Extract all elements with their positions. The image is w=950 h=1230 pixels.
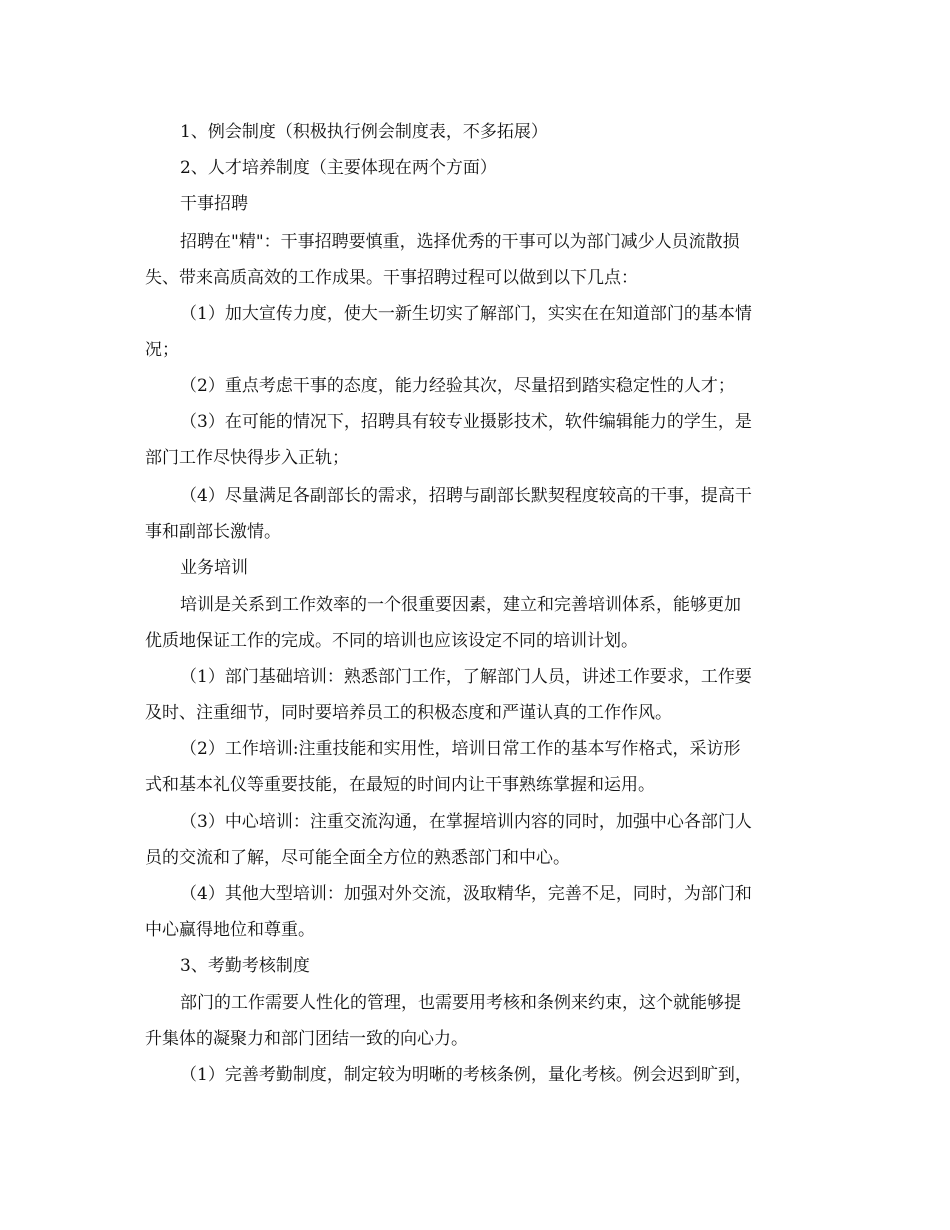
paragraph-line: （2）重点考虑干事的态度，能力经验其次，尽量招到踏实稳定性的人才； [180, 376, 735, 396]
paragraph-line: （3）在可能的情况下，招聘具有较专业摄影技术，软件编辑能力的学生，是 [180, 412, 752, 432]
paragraph-line: 培训是关系到工作效率的一个很重要因素，建立和完善培训体系，能够更加 [180, 595, 741, 615]
paragraph-line: 招聘在"精"：干事招聘要慎重，选择优秀的干事可以为部门减少人员流散损 [180, 232, 740, 252]
paragraph-line: （3）中心培训：注重交流沟通，在掌握培训内容的同时，加强中心各部门人 [180, 812, 752, 832]
paragraph-line: （4）其他大型培训：加强对外交流，汲取精华，完善不足，同时，为部门和 [180, 884, 752, 904]
paragraph-line: 事和副部长激情。 [145, 522, 281, 542]
paragraph-line: （1）完善考勤制度，制定较为明晰的考核条例，量化考核。例会迟到旷到， [180, 1065, 752, 1085]
paragraph-line: （1）加大宣传力度，使大一新生切实了解部门，实实在在知道部门的基本情 [180, 304, 752, 324]
paragraph-line: 部门工作尽快得步入正轨； [145, 448, 349, 468]
paragraph-line: 况； [145, 340, 179, 360]
paragraph-line: 及时、注重细节，同时要培养员工的积极态度和严谨认真的工作作风。 [145, 703, 672, 723]
paragraph-line: 优质地保证工作的完成。不同的培训也应该设定不同的培训计划。 [145, 631, 638, 651]
section-heading: 2、人才培养制度（主要体现在两个方面） [180, 158, 497, 178]
section-heading: 3、考勤考核制度 [180, 956, 310, 976]
paragraph-line: 失、带来高质高效的工作成果。干事招聘过程可以做到以下几点： [145, 268, 638, 288]
paragraph-line: 式和基本礼仪等重要技能，在最短的时间内让干事熟练掌握和运用。 [145, 775, 655, 795]
paragraph-line: 中心赢得地位和尊重。 [145, 920, 315, 940]
subsection-heading: 干事招聘 [180, 194, 248, 214]
paragraph-line: （2）工作培训:注重技能和实用性，培训日常工作的基本写作格式，采访形 [180, 739, 741, 759]
paragraph-line: （4）尽量满足各副部长的需求，招聘与副部长默契程度较高的干事，提高干 [180, 486, 752, 506]
paragraph-line: （1）部门基础培训：熟悉部门工作，了解部门人员，讲述工作要求，工作要 [180, 667, 752, 687]
section-heading: 1、例会制度（积极执行例会制度表，不多拓展） [180, 122, 548, 142]
paragraph-line: 升集体的凝聚力和部门团结一致的向心力。 [145, 1029, 468, 1049]
paragraph-line: 部门的工作需要人性化的管理，也需要用考核和条例来约束，这个就能够提 [180, 993, 741, 1013]
subsection-heading: 业务培训 [180, 558, 248, 578]
paragraph-line: 员的交流和了解，尽可能全面全方位的熟悉部门和中心。 [145, 848, 570, 868]
